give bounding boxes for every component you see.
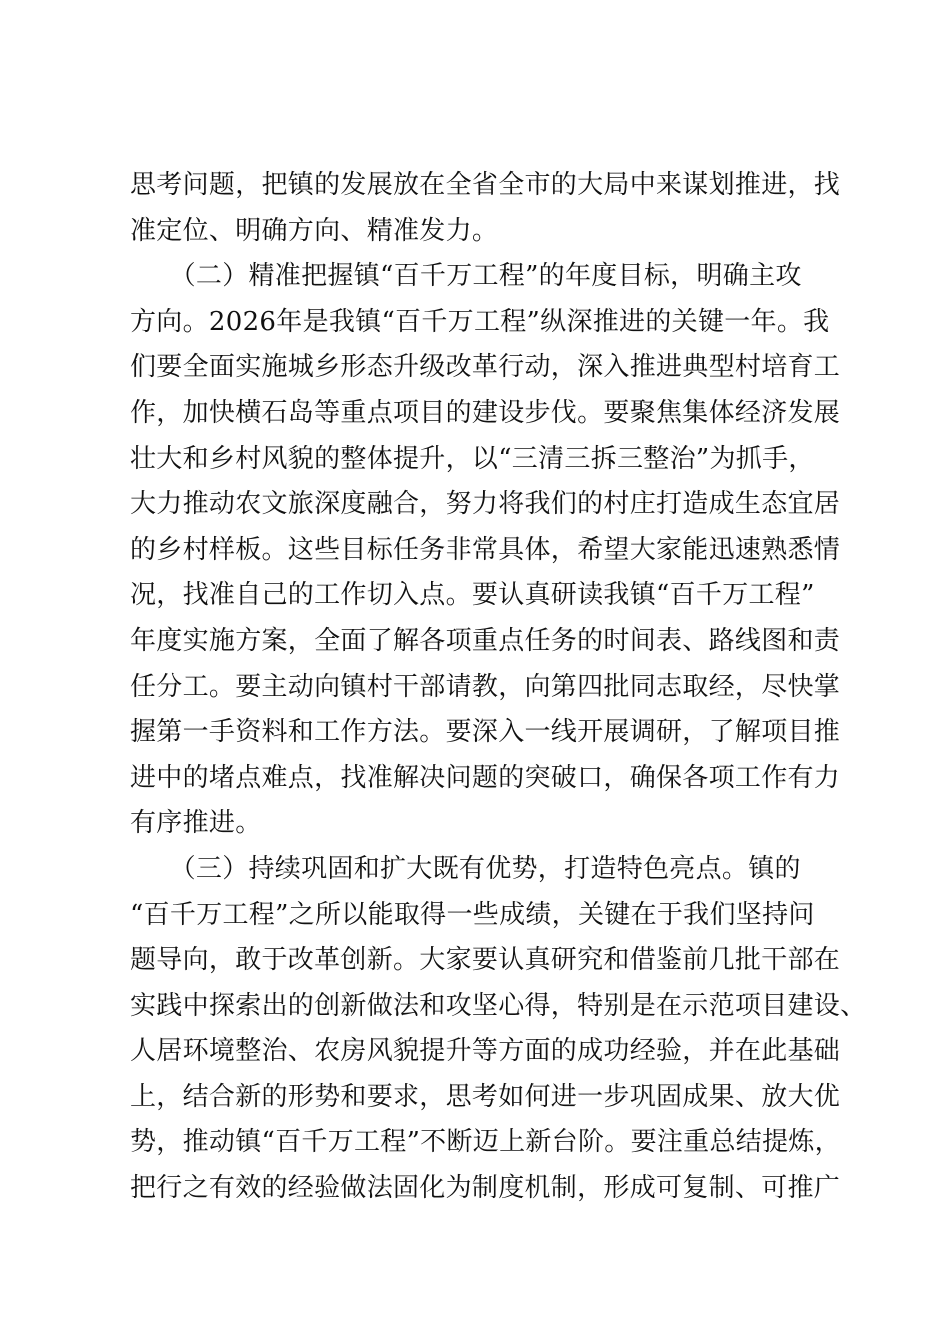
text-line: 方向。2026年是我镇“百千万工程”纵深推进的关键一年。我	[130, 306, 830, 337]
text-line: 实践中探索出的创新做法和攻坚心得，特别是在示范项目建设、	[130, 990, 867, 1021]
text-line: （二）精准把握镇“百千万工程”的年度目标，明确主攻	[130, 261, 802, 292]
text-line: 思考问题，把镇的发展放在全省全市的大局中来谋划推进，找	[130, 170, 841, 200]
body-text	[130, 163, 867, 1212]
text-line: 况，找准自己的工作切入点。要认真研读我镇“百千万工程”	[130, 580, 815, 611]
text-line: 作，加快横石岛等重点项目的建设步伐。要聚焦集体经济发展	[130, 397, 841, 428]
text-line: 任分工。要主动向镇村干部请教，向第四批同志取经，尽快掌	[130, 671, 841, 702]
text-line: “百千万工程”之所以能取得一些成绩，关键在于我们坚持问	[130, 899, 815, 930]
text-line: 年度实施方案，全面了解各项重点任务的时间表、路线图和责	[130, 625, 841, 656]
text-line: 上，结合新的形势和要求，思考如何进一步巩固成果、放大优	[130, 1081, 841, 1112]
text-line: 壮大和乡村风貌的整体提升，以“三清三拆三整治”为抓手，	[130, 443, 815, 474]
text-line: 握第一手资料和工作方法。要深入一线开展调研，了解项目推	[130, 717, 841, 748]
text-line: 大力推动农文旅深度融合，努力将我们的村庄打造成生态宜居	[130, 489, 841, 520]
text-line: 有序推进。	[130, 808, 262, 839]
text-line: 们要全面实施城乡形态升级改革行动，深入推进典型村培育工	[130, 352, 841, 383]
text-line: 的乡村样板。这些目标任务非常具体，希望大家能迅速熟悉情	[130, 534, 841, 565]
text-line: 进中的堵点难点，找准解决问题的突破口，确保各项工作有力	[130, 762, 841, 793]
text-line: （三）持续巩固和扩大既有优势，打造特色亮点。镇的	[130, 853, 801, 884]
text-line: 势，推动镇“百千万工程”不断迈上新台阶。要注重总结提炼，	[130, 1127, 841, 1158]
text-line: 人居环境整治、农房风貌提升等方面的成功经验，并在此基础	[130, 1036, 841, 1067]
text-line: 题导向，敢于改革创新。大家要认真研究和借鉴前几批干部在	[130, 945, 841, 976]
text-line: 把行之有效的经验做法固化为制度机制，形成可复制、可推广	[130, 1173, 841, 1204]
text-line: 准定位、明确方向、精准发力。	[130, 215, 499, 246]
